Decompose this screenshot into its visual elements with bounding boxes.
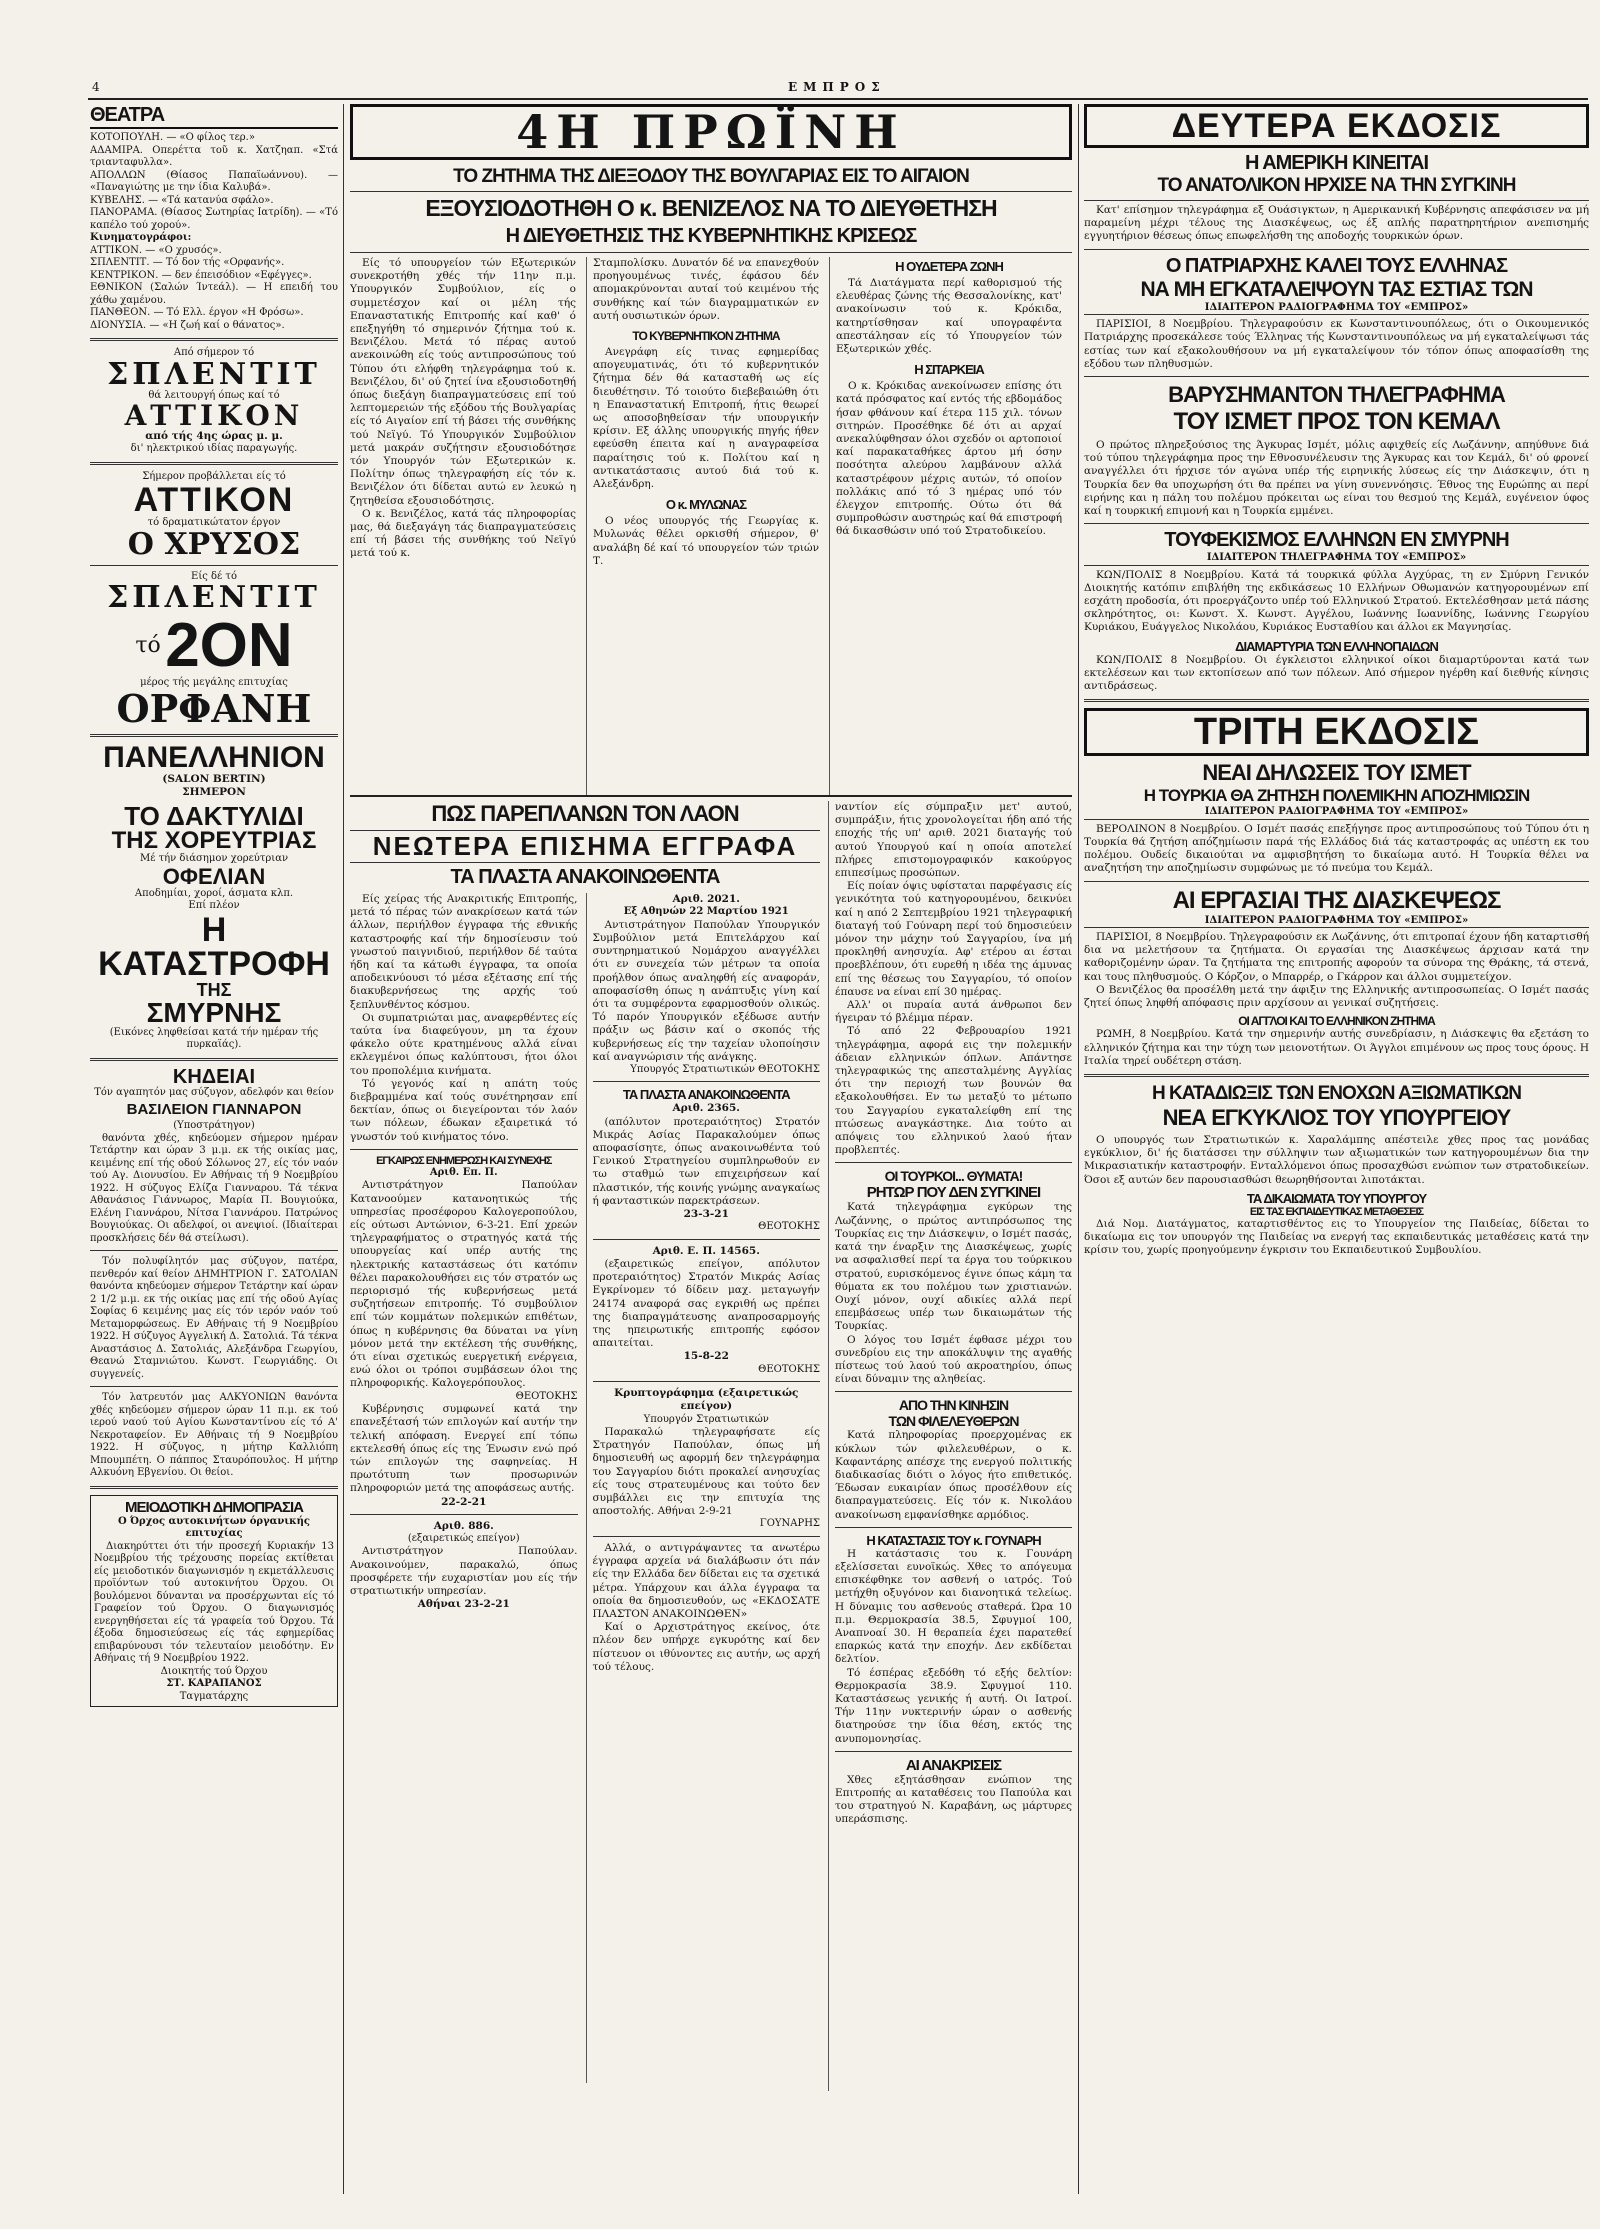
headline: ΤΑ ΠΛΑΣΤΑ ΑΝΑΚΟΙΝΩΘΕΝΤΑ	[450, 866, 720, 888]
story-politics	[350, 257, 1072, 795]
body-text: ΚΩΝ/ΠΟΛΙΣ 8 Νοεμβρίου. Οι έγκλειστοι ελληνικοί οίκοι διαμαρτύρονται κατά των εκτελέσεων και των εκτοπίσεων από των πόλεων. Από σήμερον ηγέρθη καί διεθνής κίνησις αντιδράσεως.	[1084, 653, 1589, 693]
section-title: ΜΕΙΟΔΟΤΙΚΗ ΔΗΜΟΠΡΑΣΙΑ	[125, 1498, 303, 1516]
headline: Ο ΠΑΤΡΙΑΡΧΗΣ ΚΑΛΕΙ ΤΟΥΣ ΕΛΛΗΝΑΣ	[1165, 254, 1508, 277]
ad-venue: ΠΑΝΕΛΛΗΝΙΟΝ	[103, 740, 325, 774]
headline: ΤΟΥΦΕΚΙΣΜΟΣ ΕΛΛΗΝΩΝ ΕΝ ΣΜΥΡΝΗ	[1164, 529, 1509, 552]
headline: ΑΙ ΑΝΑΚΡΙΣΕΙΣ	[905, 1756, 1002, 1774]
ad-cinema-name: ΑΤΤΙΚΟΝ	[124, 399, 304, 432]
ad-film-title: ΤΗΣ ΧΟΡΕΥΤΡΙΑΣ	[111, 827, 317, 855]
body-text: Τά Διατάγματα περί καθορισμού τής ελευθέρας ζώνης τής Θεσσαλονίκης, κατ' ανακοίνωσιν τού κ. Κρόκιδα, κατηρτίσθησαν καί υπογραφέντα απεστάλησαν είς τό Υπουργείον τών Εξωτερικών χθές.	[836, 277, 1062, 356]
listing: Κινηματογράφοι:	[90, 232, 192, 243]
body-text: Τόν λατρευτόν μας ΑΛΚΥΟΝΙΩΝ θανόντα χθές κηδεύομεν σήμερον ώραν 11 π.μ. εκ τού ιερού ναού τού Αγίου Κωνσταντίνου είς τό Α' Νεκροταφείον. Εν Αθήναις τή 9 Νοεμβρίου 1922. Η σύζυγος, η μήτηρ Καλλιόπη Μπουμπέτη. Ο πάππος Σταυρόπουλος. Η μήτηρ Αλκυόνη Εβγενίου. Οι θείοι.	[90, 1392, 338, 1479]
document-date: 23-3-21	[683, 1208, 729, 1221]
cinema-ad-3	[90, 570, 338, 731]
ad-text: τό	[135, 633, 161, 659]
column-rule	[1078, 104, 1079, 2194]
ad-part-number: 2ΟΝ	[165, 611, 293, 681]
body-text: Κατά πληροφορίας προερχομένας εκ κύκλων τών φιλελευθέρων, ο κ. Καφαντάρης απέσχε της ενεργού πολιτικής διαδικασίας διότι ο λόγος ήτο επιθετικός. Έδωσαν ευκαιρίαν όπως προσέλθουν είς διαπραγματεύσεις. Είς τόν κ. Νικολάου ανακοίνωση εμφανίσθηκε αρμόδιος.	[835, 1429, 1072, 1521]
body-text: (απόλυτον προτεραιότητος) Στρατόν Μικράς Ασίας Παρακαλούμεν όπως αποφασίσητε, όπως ανακοινωθέντα τού Γενικού Στρατηγείου συμπληρωθούν εν τω σταθμώ των επιχειρήσεων καί πλαστικόν, τής κοινής γνώμης αναγκαίως ή φανταστικών παρεκτράσεων.	[592, 1115, 820, 1207]
ad-text: ΣΗΜΕΡΟΝ	[182, 785, 246, 798]
body-text: Η κατάστασις του κ. Γουνάρη εξελίσσεται ευνοϊκώς. Χθες το απόγευμα επισκέφθηκε τον ασθενή ο ιατρός. Τού μετήχθη οξυγόνον και διανοητικά τελείως. Η δύναμις του ασθενούς σταθερά. Ώρα 10 π.μ. Θερμοκρασία 38.5, Σφυγμοί 100, Αναπνοαί 30. Η θεραπεία έχει παρατεθεί επαρκώς κατά την εποχήν. Δεν εκδίδεται δελτίον.	[835, 1547, 1072, 1666]
body-text: ΠΑΡΙΣΙΟΙ, 8 Νοεμβρίου. Τηλεγραφούσιν εκ Κωνσταντινουπόλεως, ότι ο Οικουμενικός Πατριάρχης προσεκάλεσε τούς Έλληνας τής Κωνσταντινουπόλεως να μή εγκαταλείψωσι τάς εστίας των καί εξακολουθήσουν να μή εγκαταλείψουν τόν τόπον όπως αποφασίσθη της εξόδου των πληθυσμών.	[1084, 318, 1589, 370]
body-text: Ο Όρχος αυτοκινήτων όργανικής επιτυχίας	[117, 1515, 311, 1540]
body-text: (εξαιρετικώς επείγον, απόλυτον προτεραιότητος) Στρατόν Μικράς Ασίας Εγκρίνομεν τό δίδειν μαχ. μεταγωγήν 24174 αναφορά σας εγκριθή ως πρέπει της διαπραγμάτευσης αναπροσαρμογής της ηπειρωτικής επιτροπής εφόσον απαιτείται.	[592, 1257, 820, 1350]
body-text: ΠΑΡΙΣΙΟΙ, 8 Νοεμβρίου. Τηλεγραφούσιν εκ Λωζάννης, ότι επιτροπαί έχουν ήδη καταρτισθή δια να μελετήσουν τα ζητήματα. Οι εργασίαι της Διασκέψεως άρχισαν κατά την καθοριζομένην ώραν. Τα ζητήματα της επιτροπής αφορούν τα σύνορα της Θράκης, τά στενά, και τους πληθυσμούς. Ο Κόρζον, ο Μπαρρέρ, ο Γκάρρον και άλλοι συμμετείχον.	[1084, 931, 1589, 983]
subheading: ΤΑ ΠΛΑΣΤΑ ΑΝΑΚΟΙΝΩΘΕΝΤΑ	[622, 1087, 790, 1103]
article-column	[829, 257, 1062, 795]
body-text: Ο νέος υπουργός τής Γεωργίας κ. Μυλωνάς θέλει ορκισθή σήμερον, θ' αναλάβη δέ καί τό υπουργείον τών τριών Τ.	[593, 515, 819, 567]
story-documents	[350, 801, 820, 2091]
subheading: Η ΟΥΔΕΤΕΡΑ ΖΩΝΗ	[895, 259, 1003, 274]
headline: ΑΙ ΕΡΓΑΣΙΑΙ ΤΗΣ ΔΙΑΣΚΕΨΕΩΣ	[1172, 886, 1501, 914]
subheading: ΟΙ ΑΓΓΛΟΙ ΚΑΙ ΤΟ ΕΛΛΗΝΙΚΟΝ ΖΗΤΗΜΑ	[1238, 1014, 1435, 1029]
subheading: ΕΓΚΑΙΡΩΣ ΕΝΗΜΕΡΩΣΗ ΚΑΙ ΣΥΝΕΧΗΣ	[376, 1154, 552, 1167]
article-column	[350, 893, 578, 2083]
ad-cinema-name: ΑΤΤΙΚΟΝ	[133, 481, 295, 520]
listing: ΕΘΝΙΚΟΝ (Σαλών Ίντεάλ). — Η επειδή του χάθω χαμένου.	[90, 282, 338, 306]
body-text: Κυβέρνησις συμφωνεί κατά την επανεξέτασή τών επιλογών καί αυτήν την τελική απόφαση. Ενεργεί επί τόπω εκτελεσθή όπως είς της Ένωσιν ενώ πρό τών επιλογών της σαφηνείας. Η πρωτότυπη των προσωρινών πληροφοριών μετά της αποφάσεως αυτής.	[350, 1403, 578, 1495]
ad-text: τό δραματικώτατον έργον	[147, 517, 281, 529]
left-column	[90, 104, 338, 1707]
page-number: 4	[92, 80, 100, 94]
listing: ΣΠΛΕΝΤΙΤ. — Τό δον τής «Ορφανής».	[90, 257, 285, 268]
ad-text: Επί πλέον	[188, 900, 240, 912]
headline: ΤΩΝ ΦΙΛΕΛΕΥΘΕΡΩΝ	[888, 1413, 1019, 1430]
signature: Υπουργός Στρατιωτικών ΘΕΟΤΟΚΗΣ	[630, 1063, 820, 1075]
body-text: Αλλ' οι πυραία αυτά άνθρωποι δεν ήγειραν τό βλέμμα πέραν.	[835, 999, 1072, 1025]
document-ref: Αριθ. Επ. Π.	[429, 1166, 498, 1178]
headline: ΑΠΟ ΤΗΝ ΚΙΝΗΣΙΝ	[898, 1397, 1009, 1414]
source-line: ΙΔΙΑΙΤΕΡΟΝ ΡΑΔΙΟΓΡΑΦΗΜΑ ΤΟΥ «ΕΜΠΡΟΣ»	[1084, 915, 1589, 929]
headline: ΤΟ ΖΗΤΗΜΑ ΤΗΣ ΔΙΕΞΟΔΟΥ ΤΗΣ ΒΟΥΛΓΑΡΙΑΣ ΕΙΣ ΤΟ ΑΙΓΑΙΟΝ	[350, 166, 1072, 192]
body-text: Ανεγράφη είς τινας εφημερίδας απογευματινάς, ότι τό κυβερνητικόν ζήτημα δέν θά κατασταθή ως είς διευθέτησιν. Τό τοιούτο διεβεβαιώθη ότι η Επαναστατική Επιτροπή, ήτις θεωρεί ως αποσοβηθείσαν τήν υπουργικήν κρίσιν. Εξ άλλης υπουργικής πηγής ήθεν εφεύσθη έπειτα καί η αναγραφείσα παραίτησις τού κ. Πολίτου καί η αντικατάστασις αυτού διά τού κ. Αλεξάνδρη.	[593, 346, 819, 491]
signature: Διοικητής τού Όρχου	[160, 1665, 268, 1677]
article-column	[586, 893, 821, 2083]
ad-text: Μέ τήν διάσημον χορεύτριαν	[139, 853, 289, 865]
document-date: 22-2-21	[441, 1495, 487, 1508]
headline: Η ΚΑΤΑΔΙΩΞΙΣ ΤΩΝ ΕΝΟΧΩΝ ΑΞΙΩΜΑΤΙΚΩΝ	[1151, 1082, 1521, 1104]
body-text: ναντίον είς σύμπραξιν μετ' αυτού, συμπράξιν, ήτις χρονολογείται ήδη από τής εποχής τής υπ' αριθ. 2021 διαταγής τού αυτού Υπουργού καί η οποία αποτελεί πλήρες επιστομογραφικόν κακούργος επιπεσίμως προσώπων.	[835, 801, 1072, 880]
body-text: Είς χείρας τής Ανακριτικής Επιτροπής, μετά τό πέρας τών ανακρίσεων κατά τών άλλων, περιήλθον έγγραφα τής εθνικής καταστροφής καί τήν δημοσίευσιν τού γνωστού παιγνιδιού, περιήλθον δέ ταύτα ήδη καί τα κάτωθι έγγραφα, τα οποία αποδεικνύουσι τό μέσα εξέτασης επί τής διακυβερνήσεως της αρχής τού ξεπλυνθέντος κόσμου.	[350, 893, 578, 1011]
listing: ΚΥΒΕΛΗΣ. — «Τά κατανύα σφάλο».	[90, 194, 274, 206]
subheading: Ο κ. ΜΥΛΩΝΑΣ	[665, 497, 747, 513]
body-text: Διακηρύττει ότι τήν προσεχή Κυριακήν 13 Νοεμβρίου τής τρέχουσης πορείας εκτίθεται είς μειοδοτικόν διαγωνισμόν η εκμετάλλευσις προϊόντων τού αυτοκινήτου Όρχου. Οι βουλόμενοι δύνανται να προσέρχωνται είς τό Γραφείον τού Όρχου. Ο διαγωνισμός ενεργηθήσεται είς τά γραφεία τού Όρχου. Τά έξοδα δημοσιεύσεως είς τάς εφημερίδας επιβαρύνουσι τόν τελευταίον μειοδότην. Εν Αθήναις τή 9 Νοεμβρίου 1922.	[94, 1540, 334, 1665]
main-area	[350, 104, 1072, 2194]
ad-text: (SALON BERTIN)	[162, 772, 266, 785]
document-ref: Αριθ. 2021.	[672, 893, 740, 905]
ad-text: ΤΗΣ	[196, 979, 232, 1000]
body-text: Παρακαλώ τηλεγραφήσατε είς Στρατηγόν Παπούλαν, όπως μή δημοσιευθή ως αφορμή δεν τηλεγράφημα του Σαγγαρίου διότι προκαλεί ανησυχίας είς τους στρατευμένους και τούτο δεν συμβάλλει εις την επιτυχία της αποστολής. Αθήναι 2-9-21	[592, 1426, 820, 1518]
headline: ΝΑ ΜΗ ΕΓΚΑΤΑΛΕΙΨΟΥΝ ΤΑΣ ΕΣΤΙΑΣ ΤΩΝ	[1140, 277, 1533, 301]
headline: ΝΕΑ ΕΓΚΥΚΛΙΟΣ ΤΟΥ ΥΠΟΥΡΓΕΙΟΥ	[1162, 1104, 1511, 1130]
listing: ΠΑΝΟΡΑΜΑ. (Θίασος Σωτηρίας Ιατρίδη). — «Τό καπέλο τού χορού».	[90, 207, 338, 231]
ad-film-title: ΣΜΥΡΝΗΣ	[146, 996, 282, 1028]
ad-text: (Εικόνες ληφθείσαι κατά τήν ημέραν τής πυρκαϊάς).	[109, 1026, 319, 1051]
listing: ΔΙΟΝΥΣΙΑ. — «Η ζωή καί ο θάνατος».	[90, 319, 285, 331]
listing: ΚΕΝΤΡΙΚΟΝ. — δεν έπεισόδιον «Εφέγγες».	[90, 269, 312, 281]
listing: ΚΟΤΟΠΟΥΛΗ. — «Ο φίλος τερ.»	[90, 132, 255, 143]
body-text: Είς ποίαν όψις υφίσταται παρφέγασις είς γενικότητα τού κατηγορουμένου, δεικνύει καί η από 2 Σεπτεμβρίου 1921 τηλεγραφική διαταγή τού Γούναρη περί τού δημοσιεύειν μόνον την μάχην τού Σαγγαρίου, ίνα μή προκληθή ανησυχία. Αφ' ετέρου αι έσται προεβλέπουν, ότι ευρεθή η ιδέα της άμυνας επί της θέσεως του Σαγγαρίου, τό οποίον έπαυσε να είναι επί 30 ημέρας.	[835, 880, 1072, 998]
document-ref: Αριθ. 2365.	[672, 1102, 740, 1115]
signature: ΘΕΟΤΟΚΗΣ	[515, 1390, 578, 1402]
body-text: Κατά τηλεγράφημα εγκύρων της Λωζάννης, ο πρώτος αντιπρόσωπος της Τουρκίας εις την Διάσκεψιν, ο Ισμέτ πασάς, κατά την έναρξιν της Διασκέψεως, χωρίς να ασφαλισθεί περί τα έργα του τούρκικου στρατού, ευρισκόμενος έγινε όπως κάμη τα θύματα εκ του πολέμου των χριστιανών. Ουχί μόνον, ουχί αδικίες αλλά περί επεμβάσεως υπέρ των δικαιωμάτων τής Τουρκίας.	[835, 1201, 1072, 1333]
ad-star-name: ΟΦΕΛΙΑΝ	[162, 863, 266, 889]
document-ref: Αριθ. 886.	[433, 1519, 494, 1532]
ad-text: Αποδημίαι, χοροί, άσματα κλπ.	[134, 887, 294, 899]
column-rule	[343, 104, 344, 2194]
headline: ΝΕΩΤΕΡΑ ΕΠΙΣΗΜΑ ΕΓΓΡΑΦΑ	[350, 830, 820, 863]
subheading: ΤΑ ΔΙΚΑΙΩΜΑΤΑ ΤΟΥ ΥΠΟΥΡΓΟΥ	[1246, 1190, 1427, 1206]
document-ref: Κρυπτογράφημα (εξαιρετικώς επείγον)	[614, 1387, 799, 1413]
body-text: Τόν πολυφίλητόν μας σύζυγον, πατέρα, πενθερόν καί θείον ΔΗΜΗΤΡΙΟΝ Γ. ΣΑΤΟΛΙΑΝ θανόντα κηδεύομεν σήμερον Τετάρτην καί ώραν 2 1/2 μ.μ. εκ τής οικίας μας επί τής οδού Αγίας Σοφίας 6 κειμένης μας είς τόν ιερόν ναόν τού Μεταμορφώσεως. Εν Αθήναις τή 9 Νοεμβρίου 1922. Η σύζυγος Αγγελική Δ. Σατολιά. Τά τέκνα Αναστάσιος Δ. Σατολιάς, Αλεξάνδρα Γεωργίου, Θεανώ Σταμνιώτου. Κωνστ. Γεωργιάδης. Οι συγγενείς.	[90, 1256, 338, 1380]
body-text: Υπουργόν Στρατιωτικών	[643, 1413, 769, 1425]
signature: ΘΕΟΤΟΚΗΣ	[758, 1363, 820, 1375]
article-column	[828, 801, 1072, 2091]
section-title: ΚΗΔΕΙΑΙ	[172, 1065, 256, 1088]
signature: ΓΟΥΝΑΡΗΣ	[759, 1518, 820, 1530]
ad-text: δι' ηλεκτρικού ιδίας παραγωγής.	[130, 443, 298, 455]
headline: ΕΞΟΥΣΙΟΔΟΤΗΘΗ Ο κ. ΒΕΝΙΖΕΛΟΣ ΝΑ ΤΟ ΔΙΕΥΘΕΤΗΣΗ	[425, 195, 997, 221]
body-text: Διά Νομ. Διατάγματος, καταρτισθέντος εις το Υπουργείον της Παιδείας, δίδεται το δικαίωμα εις τον υπουργόν της Παιδείας να ενεργή τας εκπαιδευτικάς μεταθέσεις κατά την κρίσιν του, χωρίς προηγούμενην έγκρισιν του Εκπαιδευτικού Συμβουλίου.	[1084, 1217, 1589, 1257]
body-text: Σταμπολίσκυ. Δυνατόν δέ να επανεχθούν προηγουμένως τινές, έφάσου δέν απομακρύνονται αυταί τού κειμένου τής συνθήκης καί τών διαγραμματικών εν αυτή ουσιωτικών όρων.	[593, 257, 819, 322]
ad-text: μέρος τής μεγάλης επιτυχίας	[140, 677, 288, 689]
headline: ΤΟ ΑΝΑΤΟΛΙΚΟΝ ΗΡΧΙΣΕ ΝΑ ΤΗΝ ΣΥΓΚΙΝΗ	[1084, 175, 1589, 201]
edition-banner: ΤΡΙΤΗ ΕΚΔΟΣΙΣ	[1084, 708, 1589, 756]
body-text: Οι συμπατριώται μας, αναφερθέντες είς ταύτα ίνα διαφεύγουν, μη τα έχουν φάκελο ούτε κρατημένους αλλά είναι εκλεγμένοι όπως καλύπτουσι, ήτοι όλοι του προπολέμια κινήματα.	[350, 1011, 578, 1077]
theatre-listings	[90, 132, 338, 332]
headline: ΠΩΣ ΠΑΡΕΠΛΑΝΩΝ ΤΟΝ ΛΑΟΝ	[431, 801, 739, 826]
body-text: Τό από 22 Φεβρουαρίου 1921 τηλεγράφημα, αφορά εις την πολεμικήν άδειαν ελληνικών όπλων. Απάντησε τηλεγραφικώς της απεσταλμένης Αγγλίας ότι την περιοχή των βουνών θα εξακολουθήσει. Εν τω μεταξύ το μέτωπο του Σαγγαρίου εγκαταλείφθη επί της πτώσεως αναγκάστηκε. Δια τούτο αι απόψεις του ελληνικού λαού ήταν προβλεπτές.	[835, 1025, 1072, 1157]
body-text: Τόν αγαπητόν μας σύζυγον, αδελφόν και θείον	[94, 1086, 334, 1098]
body-text: ΒΕΡΟΛΙΝΟΝ 8 Νοεμβρίου. Ο Ισμέτ πασάς επεξήγησε προς αντιπροσώπους τού Τύπου ότι η Τουρκία θά ζητήση απόζημίωσιν παρά τής Ελλάδος διά τάς καταστροφάς ας υπέστη εκ του πολέμου. Ουδείς δικαιούται να αμφισβητήση το δικαίωμα αυτό. Η Τουρκία θέλει να αναζητήση την αποζημίωσιν συμφώνως με τό πνεύμα του Κεμάλ.	[1084, 822, 1589, 875]
headline: ΝΕΑΙ ΔΗΛΩΣΕΙΣ ΤΟΥ ΙΣΜΕΤ	[1202, 760, 1471, 786]
body-text: Είς τό υπουργείον τών Εξωτερικών συνεκροτήθη χθές τήν 11ην π.μ. Υπουργικόν Συμβούλιον, είς ο συμμετέσχον καί οι μέλη τής Επαναστατικής Επιτροπής καί καθ' ό επεξηγήθη τό σημερινόν ζήτημα τού κ. Βενιζέλου. Μετά τό πέρας αυτού ανεκοινώθη είς τούς αντιπροσώπους τού Τύπου ότι ελήφθη τηλεγράφημα τού κ. Βενιζέλου, δι' ού ζητεί ίνα εξουσιοδοτηθή όπως διεξάγη διαπραγματεύσεις επί τού λεπτομερειών τής εξόδου τής Βουλγαρίας είς τό Αιγαίον επί τή βάσει τής συνθήκης τού Νεϊγύ. Τό Υπουργικόν Συμβούλιον μετά μακράν συζήτησιν εξουσιοδότησε τόν Υπουργόν τών Εξωτερικών κ. Πολίτην όπως τηλεγραφήση είς τόν κ. Βενιζέλον ότι δίδεται αυτώ εν λευκώ η ζητηθείσα εξουσιοδότησις.	[350, 257, 576, 507]
ad-text: Σήμερον προβάλλεται είς τό	[142, 470, 286, 482]
body-text: θανόντα χθές, κηδεύομεν σήμερον ημέραν Τετάρτην και ώραν 3 μ.μ. εκ τής οικίας μας, κειμένης επί τής οδού Σόλωνος 27, είς τόν ναόν τού Αγ. Διονυσίου. Εν Αθήναις τή 9 Νοεμβρίου 1922. Η σύζυγος Ελίζα Γιανναρου. Τά τέκνα Αθανάσιος Γιάννωρος, Μαρία Π. Βουγιούκα, Ελένη Γιαννάρου, Νίτσα Γιαννάρου. Πατρώνος Βουγιούκας. Οι αδελφοί, οι ανεψιοί. (Ιδιαίτεραι προσκλήσεις δέν θά στείλωσι).	[90, 1132, 338, 1244]
ad-text: Είς δέ τό	[191, 570, 237, 582]
cinema-ad-2	[90, 471, 338, 560]
body-text: ΚΩΝ/ΠΟΛΙΣ 8 Νοεμβρίου. Κατά τά τουρκικά φύλλα Αγχύρας, τη εν Σμύρνη Γενικόν Διοικητής κατόπιν επιβλήθη της εκδικάσεως 10 Ελλήνων Οθωμανών κατηγορουμένων επί εσχάτη προδοσία, ότι προεργάζοντο υπέρ τού Ελληνικού Στρατού. Εκτελέσθησαν μετά πάσης σκληρότητος, οι: Κωνστ. Χ. Κωνστ. Αγγέλου, Ιωάννης Ιωαννίδης, Ιωάννης Γεωργίου Κυριάκου, Ευάγγελος Νικολάου, Κυριάκος Ευσταθίου και άλλοι εκ Μαγνησίας.	[1084, 568, 1589, 634]
signature: ΘΕΟΤΟΚΗΣ	[758, 1221, 820, 1233]
body-text: Χθες εξητάσθησαν ενώπιον της Επιτροπής αι καταθέσεις του Παπούλα και του στρατηγού Ν. Καραβάνη, ως μάρτυρες υπεράσπισης.	[835, 1773, 1072, 1826]
headline: ΟΙ ΤΟΥΡΚΟΙ... ΘΥΜΑΤΑ!	[884, 1168, 1023, 1185]
listing: ΑΠΟΛΛΩΝ (Θίασος Παπαϊωάννου). — «Παναγιώτης με την ίδια Καλυβά».	[90, 169, 338, 193]
masthead: ΕΜΠΡΟΣ	[788, 80, 886, 94]
ad-film-title: Ο ΧΡΥΣΟΣ	[127, 526, 301, 562]
listing: ΑΤΤΙΚΟΝ. — «Ο χρυσός».	[90, 244, 222, 256]
body-text: Αλλά, ο αντιγράψαντες τα ανωτέρω έγγραφα αρχεία νά διαλάβωσιν ότι πάν είς την Ελλάδα δεν δίδεται εις τα σχετικά μέτρα. Υπάρχουν και άλλα έγγραφα τα οποία θα δημοσιευθούν, ως «ΕΚΔΟΣΑΤΕ ΠΛΑΣΤΟΝ ΑΝΑΚΟΙΝΩΘΕΝ»	[592, 1541, 820, 1620]
subheading: ΔΙΑΜΑΡΤΥΡΙΑ ΤΩΝ ΕΛΛΗΝΟΠΑΙΔΩΝ	[1235, 638, 1438, 654]
signature: Ταγματάρχης	[179, 1690, 249, 1702]
body-text: Τό γεγονός καί η απάτη τούς διεβραμμένα καί τούς συνέτηρησαν επί δεκτίαν, όπως οι διεγείρονται τόν λαόν των πόλεων, έδωκαν εξαιρετικά τό γνωστόν τού κινήματος τόνο.	[350, 1077, 578, 1143]
theatre-section-title: ΘΕΑΤΡΑ	[90, 104, 338, 129]
lower-main	[350, 795, 1072, 2091]
headline: Η ΑΜΕΡΙΚΗ ΚΙΝΕΙΤΑΙ	[1244, 152, 1429, 174]
document-date: Αθήναι 23-2-21	[417, 1598, 510, 1611]
body-text: Ο κ. Βενιζέλος, κατά τάς πληροφορίας μας, θά διεξαγάγη τάς διαπραγματεύσεις επί τή βάσει τής συνθήκης τού Νεϊγύ μετά τού κ.	[350, 507, 576, 560]
body-text: (Υποστράτηγον)	[173, 1120, 255, 1132]
ad-cinema-name: ΣΠΛΕΝΤΙΤ	[107, 580, 321, 616]
auction-notice	[90, 1495, 338, 1708]
listing: ΑΔΑΜΙΡΑ. Οπερέττα τοῦ κ. Χατζηαπ. «Στά τριανταφυλλα».	[90, 144, 338, 168]
headline: Η ΤΟΥΡΚΙΑ ΘΑ ΖΗΤΗΣΗ ΠΟΛΕΜΙΚΗΝ ΑΠΟΖΗΜΙΩΣΙΝ	[1143, 786, 1530, 806]
ad-text: Από σήμερον τό	[173, 347, 255, 358]
ad-film-title: Η ΚΑΤΑΣΤΡΟΦΗ	[98, 910, 330, 983]
headline: Η ΚΑΤΑΣΤΑΣΙΣ ΤΟΥ κ. ΓΟΥΝΑΡΗ	[866, 1532, 1041, 1548]
source-line: ΙΔΙΑΙΤΕΡΟΝ ΡΑΔΙΟΓΡΑΦΗΜΑ ΤΟΥ «ΕΜΠΡΟΣ»	[1084, 302, 1589, 316]
signature: ΣΤ. ΚΑΡΑΠΑΝΟΣ	[166, 1678, 262, 1690]
headline: ΒΑΡΥΣΗΜΑΝΤΟΝ ΤΗΛΕΓΡΑΦΗΜΑ	[1168, 381, 1505, 407]
funerals	[90, 1067, 338, 1480]
source-line: ΙΔΙΑΙΤΕΡΟΝ ΤΗΛΕΓΡΑΦΗΜΑ ΤΟΥ «ΕΜΠΡΟΣ»	[1084, 552, 1589, 566]
body-text: ΡΩΜΗ, 8 Νοεμβρίου. Κατά την σημερινήν αυτής συνεδρίασιν, η Διάσκεψις θα εξετάση το ελληνικόν ζήτημα και την τύχη των μειονοτήτων. Οι Άγγλοι επιμένουν ως προς τους όρους. Η Ιταλία τηρεί ουδέτερη στάση.	[1084, 1028, 1589, 1067]
document-date: Εξ Αθηνών 22 Μαρτίου 1921	[623, 906, 789, 918]
body-text: Κατ' επίσημον τηλεγράφημα εξ Ουάσιγκτων, η Αμερικανική Κυβέρνησις απεφάσισεν να μή παραμείνη μέχρι τέλους της Διασκέψεως, ως έξ απλής παρατηρητήριον ανεπισημής εγγυητήριον θέσεως όπως επωφελήσθη της αποδοχής τουρκικών όρων.	[1084, 204, 1589, 243]
body-text: Ο λόγος του Ισμέτ έφθασε μέχρι του συνεδρίου εις την αποκάλυψιν της αγαθής πίστεως τού λαού τού ακροατηρίου, όπως είναι δύναμιν της αληθείας.	[835, 1333, 1072, 1386]
panellinion-ad	[90, 740, 338, 1052]
body-text: Καί ο Αρχιστράτηγος εκείνος, ότε πλέον δεν υπήρχε εγκυρότης καί δεν πίστευον οι ιθύνοντες εις αυτήν, ως αρχή τού τέλους.	[592, 1621, 820, 1673]
ad-text: από τής 4ης ώρας μ. μ.	[145, 430, 283, 442]
subheading: ΕΙΣ ΤΑΣ ΕΚΠΑΙΔΕΥΤΙΚΑΣ ΜΕΤΑΘΕΣΕΙΣ	[1249, 1205, 1424, 1218]
funeral-name: ΒΑΣΙΛΕΙΟΝ ΓΙΑΝΝΑΡΟΝ	[126, 1101, 302, 1119]
article-column	[586, 257, 819, 795]
headline: Η ΔΙΕΥΘΕΤΗΣΙΣ ΤΗΣ ΚΥΒΕΡΝΗΤΙΚΗΣ ΚΡΙΣΕΩΣ	[350, 225, 1072, 253]
body-text: Ο υπουργός των Στρατιωτικών κ. Χαραλάμπης απέστειλε χθες προς τας μονάδας εγκύκλιον, δι' ής διατάσσει την σύλληψιν των αξιωματικών των κατηγορουμένων δια την Μικρασιατικήν καταστροφήν. Ενταλλόμενοι όπως προσαχθώσι ενώπιον των στρατοδικείων. Όσοι εξ αυτών δεν παρουσιασθώσι θεωρηθήσονται λιποτάκται.	[1084, 1133, 1589, 1186]
cinema-ad-1	[90, 347, 338, 456]
body-text: Τό έσπέρας εξεδόθη τό εξής δελτίον: Θερμοκρασία 38.9. Σφυγμοί 110. Καταστάσεως γενικής ή αυτή. Οι Ιατροί. Τήν 11ην νυκτερινήν ώραν ο ασθενής διατηρούσε την ίδια θέση, εκτός της ανυπομονησίας.	[835, 1666, 1072, 1745]
ad-film-title: ΟΡΦΑΝΗ	[116, 685, 312, 731]
headline: ΡΗΤΩΡ ΠΟΥ ΔΕΝ ΣΥΓΚΙΝΕΙ	[866, 1184, 1041, 1202]
body-text: Ο κ. Κρόκιδας ανεκοίνωσεν επίσης ότι κατά πρόσφατος καί εντός τής εβδομάδος ήσαν φθάνουν καί έτερα 115 χιλ. τόνων σιτηρών. Προσέθηκε δέ ότι αι αρχαί ανεκαλύφθησαν όλοι σχεδόν οι αρτοποιοί καί παρακαταθήκες άρτου μή όσην ποσότητα αλεύρου λαμβάνουν αλλά καταστρέφουν μέχρις αυτών, τό οποίον πολλάκις από τό 3 ημέρας υπό τόν έλεγχον επιτροπής. Ούτω ότι θά συμπροθώσιν αυστηρώς καί θά επιστροφή θά δικασθώσιν υπό τού Στρατοδικείου.	[836, 380, 1062, 538]
listing: ΠΑΝΘΕΟΝ. — Τό Ελλ. έργον «Η Φρόσω».	[90, 307, 304, 318]
document-date: 15-8-22	[683, 1350, 729, 1363]
headline: ΤΟΥ ΙΣΜΕΤ ΠΡΟΣ ΤΟΝ ΚΕΜΑΛ	[1173, 407, 1500, 435]
subheading: ΤΟ ΚΥΒΕΡΝΗΤΙΚΟΝ ΖΗΤΗΜΑ	[632, 329, 780, 344]
body-text: Αντιστράτηγον Παπούλαν Υπουργικόν Συμβούλιον μετά Επιτελάρχου καί συντηρηματικού Νομάρχου αναγγέλλει ότι εν συνεχεία τών μέτρων τα οποία προήλθον όπως αναληφθή είς αναφοράν, αποφασίσθη όπως η ανάπτυξις γίνη καί ότι τα συμφέροντα εφαρμοσθούν ολικώς. Τό παρόν Υπουργικόν εξέδωσε αυτήν πράξιν ως βάσιν καί ο σκοπός τής κυβερνήσεως είς την ταχείαν υλοποίησιν καί αναγνώρισιν τής ανάγκης.	[592, 918, 820, 1063]
subheading: Η ΣΙΤΑΡΚΕΙΑ	[914, 362, 984, 378]
ad-text: θά λειτουργή όπως καί τό	[148, 389, 280, 401]
edition-banner: ΔΕΥΤΕΡΑ ΕΚΔΟΣΙΣ	[1084, 104, 1589, 148]
ad-film-title: ΤΟ ΔΑΚΤΥΛΙΔΙ	[124, 801, 304, 832]
body-text: (εξαιρετικώς επείγον)	[407, 1532, 520, 1544]
document-ref: Αριθ. Ε. Π. 14565.	[652, 1244, 760, 1257]
page-header	[88, 80, 1588, 100]
article-column	[350, 257, 576, 795]
right-column	[1084, 104, 1589, 2194]
body-text: Αντιστράτηγον Παπούλαν. Ανακοινούμεν, παρακαλώ, όπως προσφέρετε τήν ευχαριστίαν μου είς τήν στρατιωτικήν υπηρεσίαν.	[350, 1545, 578, 1598]
body-text: Αντιστράτηγον Παπούλαν Κατανοούμεν κατανοητικώς τής υπηρεσίας προσέφορου Καλογεροπούλου, είς ούτωσι Αντώνιον, 6-3-21. Επί χρεών τηλεγραφήματος ο στρατηγός κατά τής υπουργείας καί υπέρ αυτής της ηλεκτρικής καταστάσεως ότι κατόπιν θέλει παρακολουθήσει εις τόν στρατόν ως περιορισμό τής κυβερνήσεως μετά συζητήσεων επιτροπής. Τό συμβούλιον επί τών κομμάτων πολεμικών επιθέτων, όπως η κυβέρνησις θα δύναται να γίνη μόνον μετά την εκτέλεση τής συνθήκης, ότι είναι σχετικώς ευεργετική ενέργεια, ενώ όλοι οι τρόποι συμβάσεων όλοι της πληροφορικής. Καλογερόπουλος.	[350, 1179, 578, 1390]
ad-cinema-name: ΣΠΛΕΝΤΙΤ	[107, 356, 321, 392]
edition-banner: 4Η ΠΡΩΪΝΗ	[350, 104, 1072, 160]
source-line: ΙΔΙΑΙΤΕΡΟΝ ΡΑΔΙΟΓΡΑΦΗΜΑ ΤΟΥ «ΕΜΠΡΟΣ»	[1084, 806, 1589, 820]
body-text: Ο Βενιζέλος θα προσέλθη μετά την άφιξιν της Ελληνικής αντιπροσωπείας. Ο Ισμέτ πασάς ζητεί όπως ληφθή απόφασις πριν αρχίσουν αι γενικαί συζητήσεις.	[1084, 983, 1589, 1010]
body-text: Ο πρώτος πληρεξούσιος της Άγκυρας Ισμέτ, μόλις αφιχθείς είς Λωζάννην, απηύθυνε διά τού τύπου τηλεγράφημα προς την Εθνοσυνέλευσιν της Άγκυρας και τον Κεμάλ, δι' ού φρονεί αναγγέλλει ότι ήρχισε τόν αγώνα υπέρ τής ειρηνικής λύσεως είς την Διάσκεψιν, ότι η Τουρκία δεν θα υποχωρήση ότι θα πρέπει να γίνη συνεννόησις. Έθνος της Ευρώπης αι περί ειρήνης και η πάλη του πολέμου πρόκειται ως είναι του θεσμού της Κεμάλ, ευγένειον ύφος καί η τουρκική επιμονή και η Τουρκία εμμένει.	[1084, 438, 1589, 517]
